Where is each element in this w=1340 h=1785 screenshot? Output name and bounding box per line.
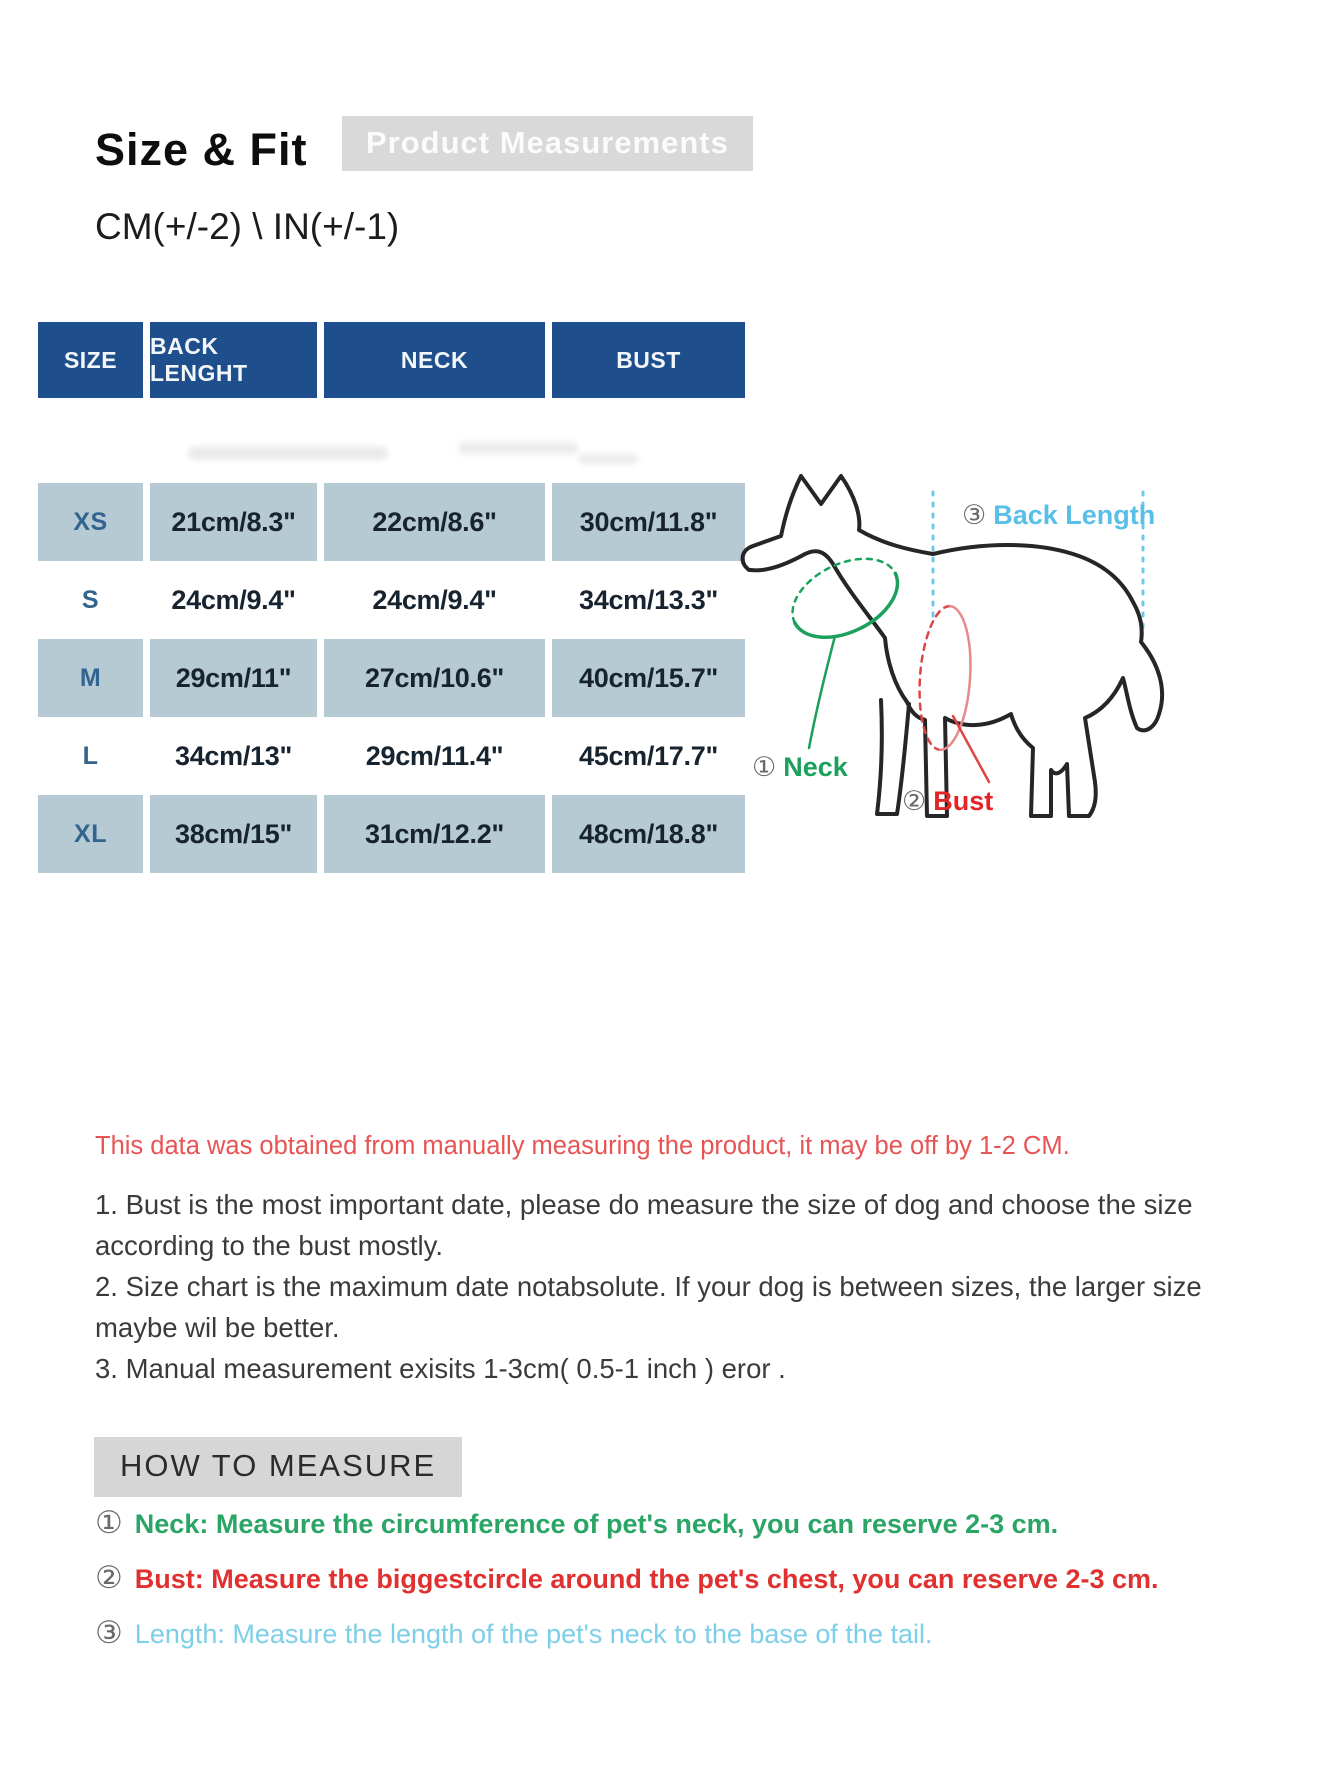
measurement-disclaimer: This data was obtained from manually measuring the product, it may be off by 1-2 CM.: [95, 1132, 1070, 1160]
measure-step-bust: ② Bust: Measure the biggestcircle around the pet's chest, you can reserve 2-3 cm.: [95, 1560, 1159, 1596]
measure-step-neck: ① Neck: Measure the circumference of pet's neck, you can reserve 2-3 cm.: [95, 1505, 1059, 1541]
print-artifact: [188, 446, 388, 460]
neck-pointer-line: [809, 636, 835, 748]
column-header-size: SIZE: [38, 322, 143, 398]
table-header-gap: [38, 398, 745, 483]
table-cell-neck: 22cm/8.6": [324, 483, 545, 561]
dog-measurement-diagram: [690, 452, 1340, 852]
table-cell-neck: 29cm/11.4": [365, 740, 504, 771]
how-to-measure-heading: HOW TO MEASURE: [94, 1437, 462, 1497]
note-2: 2. Size chart is the maximum date notabsolute. If your dog is between sizes, the larger size maybe wil be better.: [95, 1271, 1202, 1343]
table-cell-neck: 24cm/9.4": [372, 584, 497, 615]
how-to-measure-list: [95, 1505, 1159, 1670]
table-cell-size: S: [81, 585, 100, 614]
table-cell-bust: 45cm/17.7": [579, 740, 718, 771]
circled-2-icon: ②: [902, 786, 927, 817]
table-cell-size: M: [38, 639, 143, 717]
product-measurements-badge: Product Measurements: [342, 116, 753, 171]
size-table: [38, 322, 745, 873]
table-cell-bust: 30cm/11.8": [552, 483, 745, 561]
print-artifact: [578, 454, 638, 464]
circled-1-icon: ①: [95, 1505, 123, 1541]
bust-label: ② Bust: [902, 786, 994, 817]
circled-2-icon: ②: [95, 1560, 123, 1596]
table-cell-back-length: 24cm/9.4": [171, 584, 296, 615]
table-cell-neck: 31cm/12.2": [324, 795, 545, 873]
table-cell-size: L: [82, 741, 99, 770]
sizing-notes: [95, 1184, 1203, 1389]
page-title: Size & Fit: [95, 124, 308, 175]
column-header-neck: NECK: [324, 322, 545, 398]
circled-3-icon: ③: [95, 1615, 123, 1651]
table-cell-back-length: 29cm/11": [150, 639, 317, 717]
measure-step-length: ③ Length: Measure the length of the pet's neck to the base of the tail.: [95, 1615, 933, 1651]
circled-1-icon: ①: [752, 752, 777, 783]
table-cell-bust: 48cm/18.8": [552, 795, 745, 873]
unit-tolerance-line: CM(+/-2) \ IN(+/-1): [95, 206, 400, 247]
column-header-back-length: BACK LENGHT: [150, 322, 317, 398]
table-cell-back-length: 34cm/13": [175, 740, 292, 771]
neck-label: ① Neck: [752, 752, 848, 783]
table-cell-size: XS: [38, 483, 143, 561]
table-cell-back-length: 38cm/15": [150, 795, 317, 873]
neck-measure-ellipse-solid: [795, 573, 911, 653]
back-length-label: ③ Back Length: [962, 500, 1156, 531]
table-cell-size: XL: [38, 795, 143, 873]
print-artifact: [458, 442, 578, 454]
table-cell-bust: 40cm/15.7": [552, 639, 745, 717]
column-header-bust: BUST: [552, 322, 745, 398]
neck-measure-ellipse-dashed: [780, 543, 910, 653]
table-cell-back-length: 21cm/8.3": [150, 483, 317, 561]
table-cell-neck: 27cm/10.6": [324, 639, 545, 717]
circled-3-icon: ③: [962, 500, 987, 531]
note-3: 3. Manual measurement exisits 1-3cm( 0.5-1 inch ) eror .: [95, 1353, 786, 1384]
table-cell-bust: 34cm/13.3": [579, 584, 718, 615]
note-1: 1. Bust is the most important date, please do measure the size of dog and choose the size according to the bust mostly.: [95, 1189, 1193, 1261]
